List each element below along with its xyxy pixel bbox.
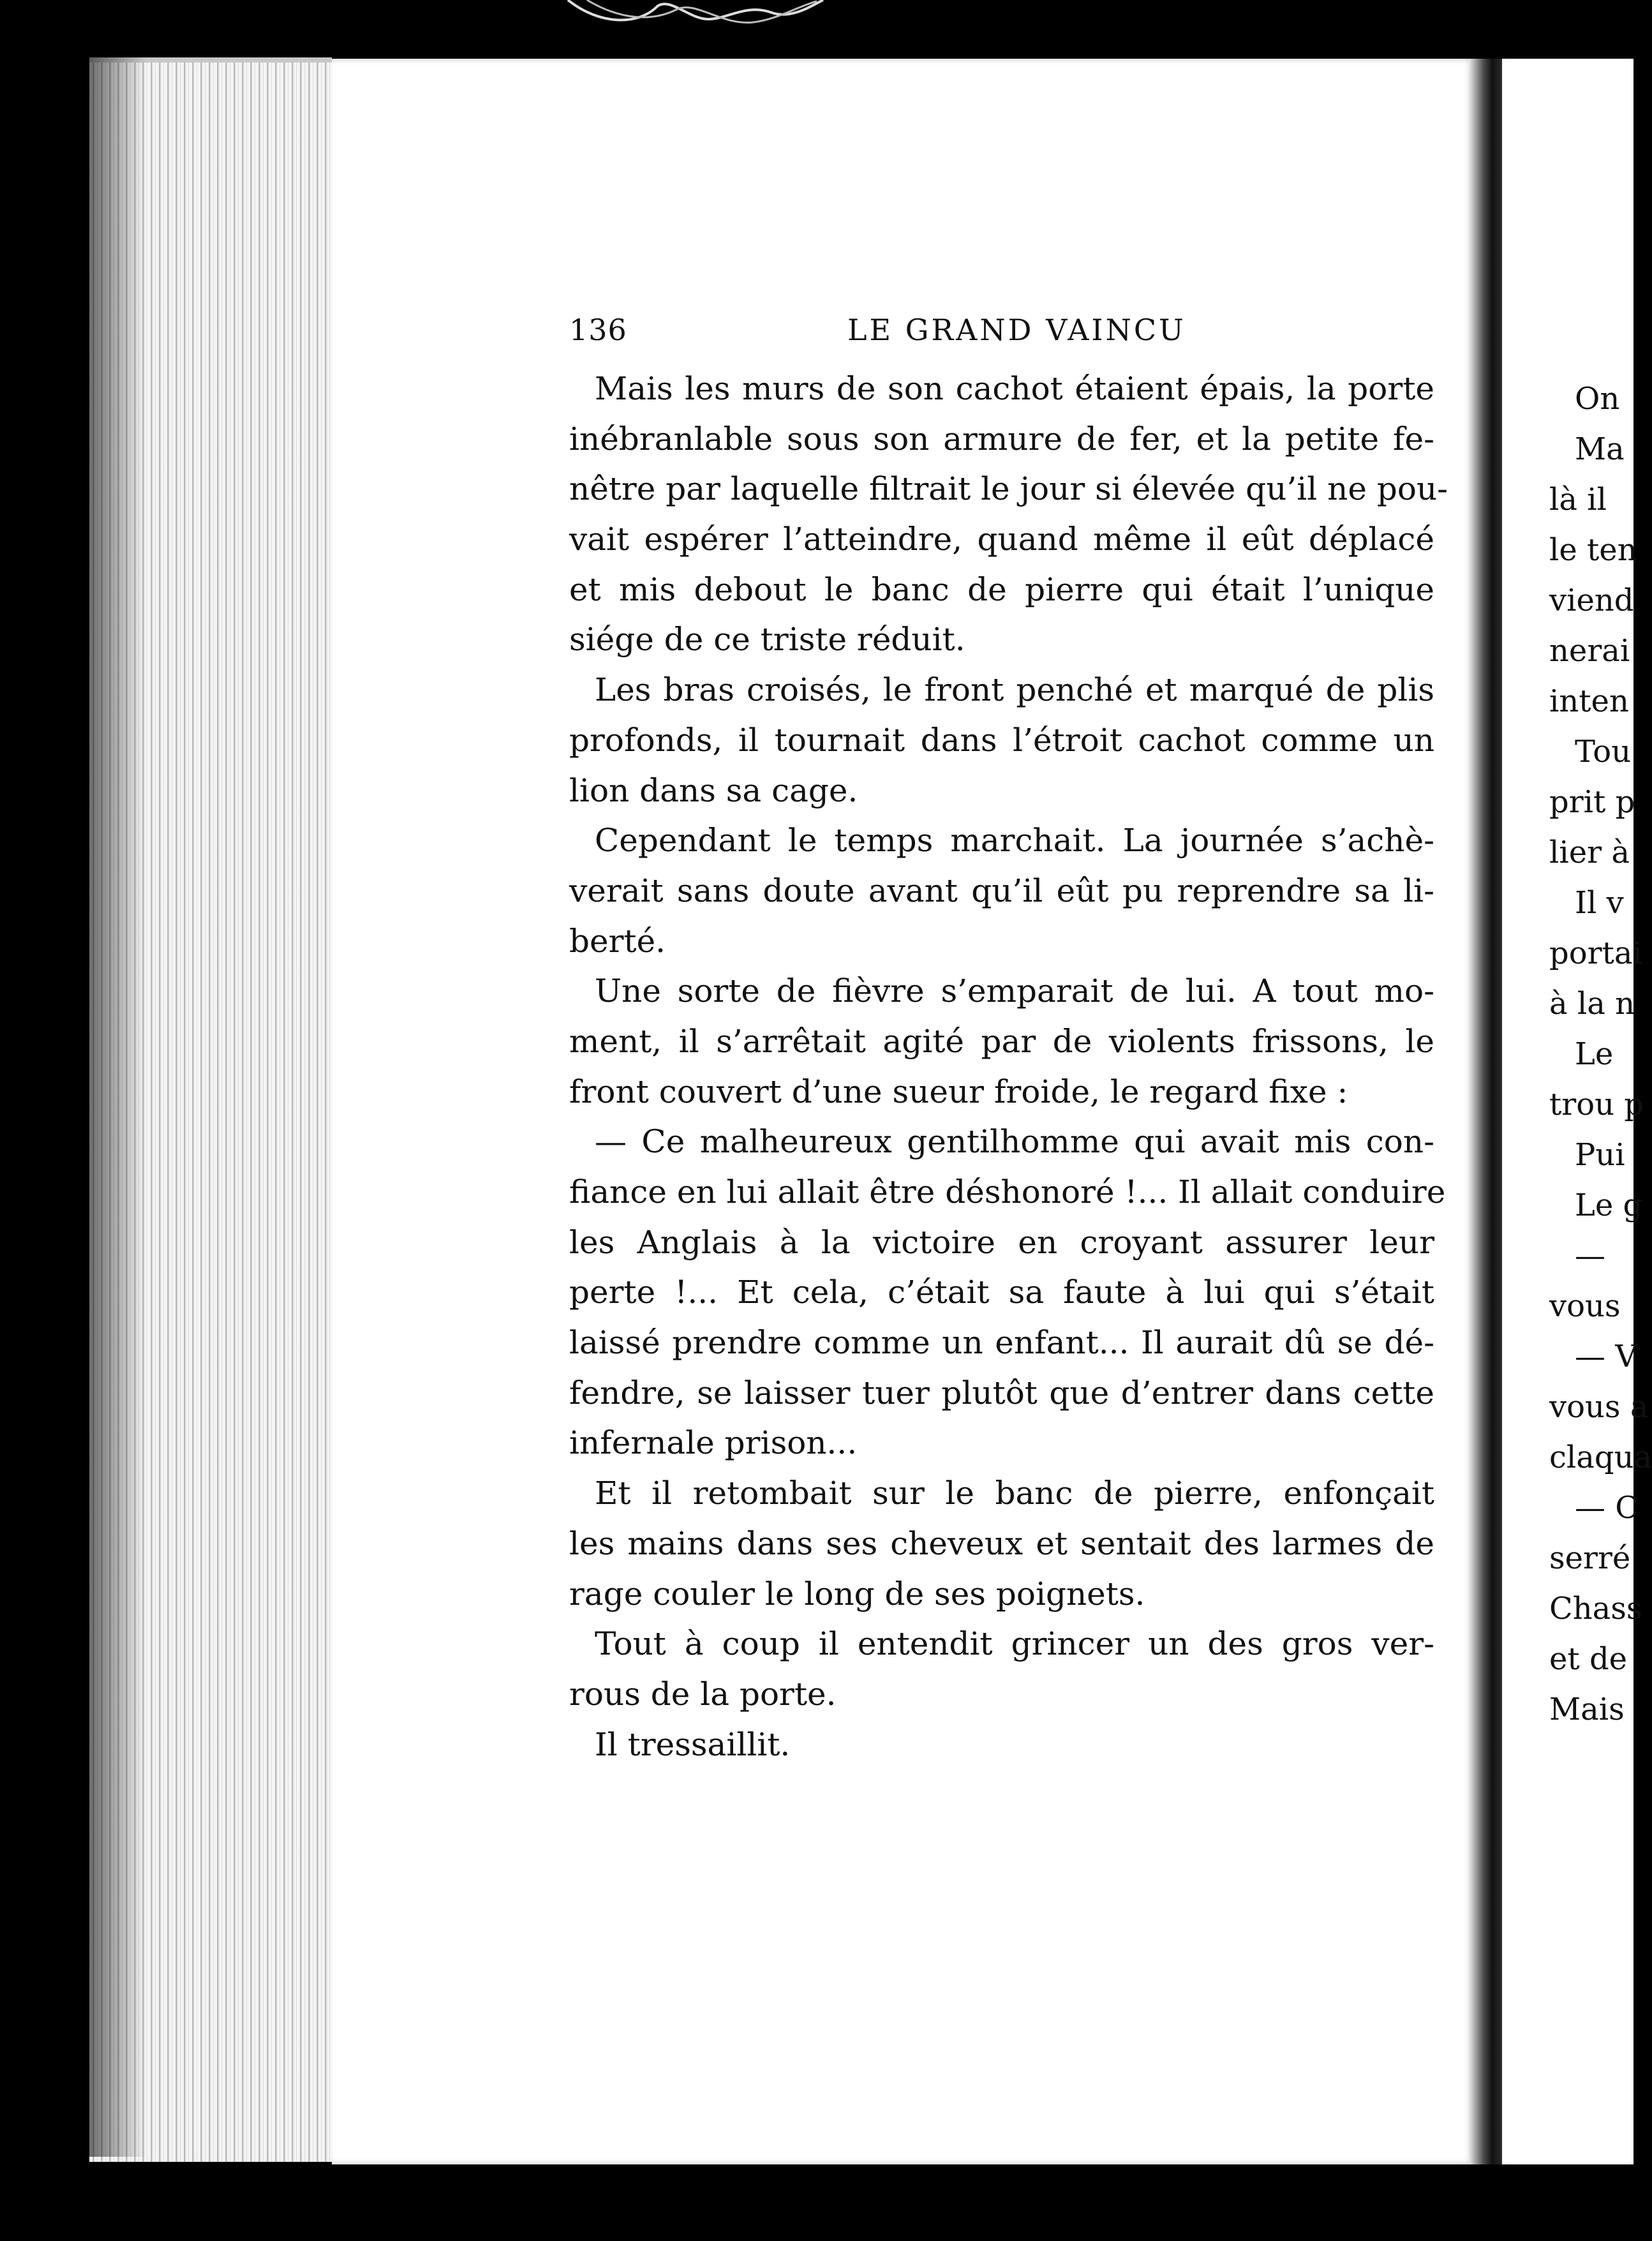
page-edge-shadow <box>89 57 147 2157</box>
text-line: inébranlable sous son armure de fer, et la petite fe- <box>569 420 1434 458</box>
text-line: siége de ce triste réduit. <box>569 621 965 659</box>
right-text-fragment: viend <box>1549 583 1634 618</box>
right-text-fragment: Chass <box>1549 1591 1642 1627</box>
text-line: et mis debout le banc de pierre qui était l’unique <box>569 570 1434 608</box>
running-title: LE GRAND VAINCU <box>847 313 1186 347</box>
right-text-fragment: inten <box>1549 683 1629 719</box>
page-number: 136 <box>569 313 627 347</box>
text-line: perte !... Et cela, c’était sa faute à lui qui s’était <box>569 1274 1434 1311</box>
right-text-fragment: — V <box>1575 1339 1637 1374</box>
text-line: ment, il s’arrêtait agité par de violents frissons, le <box>569 1022 1434 1060</box>
text-line: nêtre par laquelle filtrait le jour si élevée qu’il ne pou- <box>569 470 1448 508</box>
text-line: rage couler le long de ses poignets. <box>569 1575 1145 1612</box>
book-gutter <box>1469 59 1502 2164</box>
right-text-fragment: — C <box>1575 1490 1639 1526</box>
left-page-body-text <box>569 364 1448 1769</box>
running-head <box>569 313 1434 357</box>
text-line: Mais les murs de son cachot étaient épais, la porte <box>595 370 1434 407</box>
right-text-fragment: Mais <box>1549 1692 1625 1727</box>
right-text-fragment: claqua <box>1549 1440 1652 1475</box>
right-text-fragment: serré <box>1549 1540 1631 1576</box>
text-line: profonds, il tournait dans l’étroit cachot comme un <box>569 721 1434 759</box>
right-text-fragment: prit p <box>1549 784 1635 820</box>
right-text-fragment: vous a <box>1549 1389 1649 1425</box>
text-line: Les bras croisés, le front penché et marqué de plis <box>595 671 1434 709</box>
right-text-fragment: le ten <box>1549 532 1637 568</box>
text-line: les Anglais à la victoire en croyant assurer leur <box>569 1223 1434 1261</box>
right-text-fragment: — <box>1575 1238 1605 1274</box>
text-line: Il tressaillit. <box>595 1725 791 1763</box>
text-line: fendre, se laisser tuer plutôt que d’entrer dans cette <box>569 1374 1434 1411</box>
right-text-fragment: et de <box>1549 1641 1628 1677</box>
text-line: laissé prendre comme un enfant... Il aurait dû se dé- <box>569 1324 1434 1362</box>
text-line: verait sans doute avant qu’il eût pu reprendre sa li- <box>569 872 1434 909</box>
right-text-fragment: On <box>1575 381 1620 417</box>
right-text-fragment: nerai <box>1549 633 1630 669</box>
right-text-fragment: Tou <box>1575 734 1632 770</box>
text-line: Tout à coup il entendit grincer un des gros ver- <box>595 1625 1434 1663</box>
text-line: infernale prison... <box>569 1424 858 1462</box>
text-line: vait espérer l’atteindre, quand même il eût déplacé <box>569 521 1434 558</box>
text-line: Et il retombait sur le banc de pierre, enfonçait <box>595 1475 1434 1512</box>
right-text-fragment: portai <box>1549 935 1642 971</box>
text-line: front couvert d’une sueur froide, le regard fixe : <box>569 1073 1348 1110</box>
right-text-fragment: là il <box>1549 482 1607 517</box>
text-line: Une sorte de fièvre s’emparait de lui. A tout mo- <box>595 972 1434 1010</box>
right-text-fragment: Il v <box>1575 885 1624 921</box>
right-text-fragment: Pui <box>1575 1137 1625 1173</box>
right-text-fragment: vous <box>1549 1288 1621 1324</box>
text-line: lion dans sa cage. <box>569 771 858 809</box>
right-text-fragment: lier à <box>1549 835 1630 870</box>
text-line: fiance en lui allait être déshonoré !... Il allait conduire <box>569 1173 1446 1210</box>
text-line: les mains dans ses cheveux et sentait des larmes de <box>569 1524 1434 1562</box>
right-page-text-fragments <box>1549 374 1651 1735</box>
text-line: rous de la porte. <box>569 1675 837 1713</box>
right-text-fragment: Ma <box>1575 431 1625 467</box>
text-line: Cependant le temps marchait. La journée s’achè- <box>595 822 1434 860</box>
binding-thread-image <box>562 0 830 38</box>
right-text-fragment: à la n <box>1549 986 1635 1022</box>
right-text-fragment: trou p <box>1549 1087 1644 1122</box>
text-line: berté. <box>569 922 666 960</box>
right-text-fragment: Le <box>1575 1036 1614 1072</box>
text-line: — Ce malheureux gentilhomme qui avait mis con- <box>595 1123 1434 1161</box>
right-text-fragment: Le g <box>1575 1188 1643 1223</box>
